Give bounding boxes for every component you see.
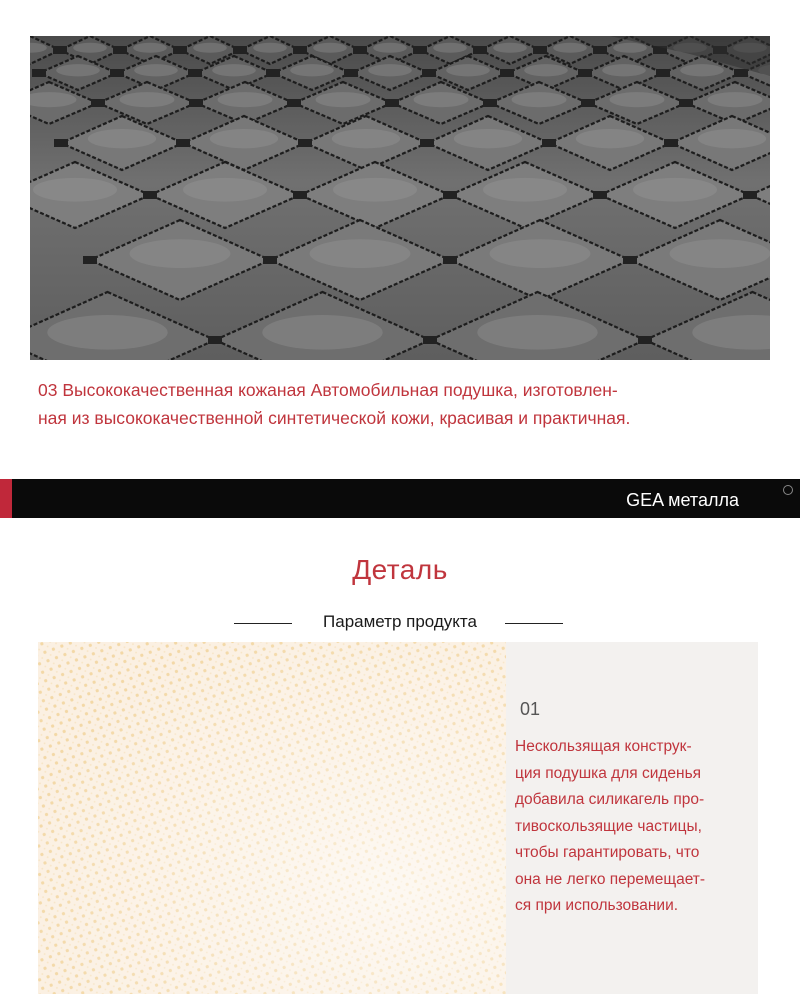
feature-line-5: чтобы гарантировать, что [515,844,700,861]
feature-line-1: Нескользящая конструк- [515,738,692,755]
leather-description-line-1: 03 Высококачественная кожаная Автомобильная подушка, изготовлен- [38,380,618,400]
quilted-leather-photo [30,36,770,360]
feature-line-2: ция подушка для сиденья [515,764,702,782]
feature-line-3: добавила силикагель про- [515,791,705,808]
leather-description [38,376,738,432]
detail-heading: Деталь [352,554,448,585]
product-parameter-label: Параметр продукта [323,612,477,631]
feature-line-4: тивоскользящие частицы, [515,817,702,835]
feature-line-7: ся при использовании. [515,897,679,914]
leather-description-line-2: ная из высококачественной синтетической кожи, красивая и практичная. [38,408,631,428]
banner-brand-text: GEA металла [626,490,739,510]
feature-description [515,734,745,920]
divider-right [505,623,563,624]
feature-panel [38,642,758,994]
banner-accent-bar [0,479,12,518]
feature-number: 01 [520,699,541,719]
anti-slip-fabric-photo [38,642,506,994]
brand-banner [0,479,800,518]
feature-line-6: она не легко перемещает- [515,870,706,888]
registered-mark-icon [783,485,793,495]
